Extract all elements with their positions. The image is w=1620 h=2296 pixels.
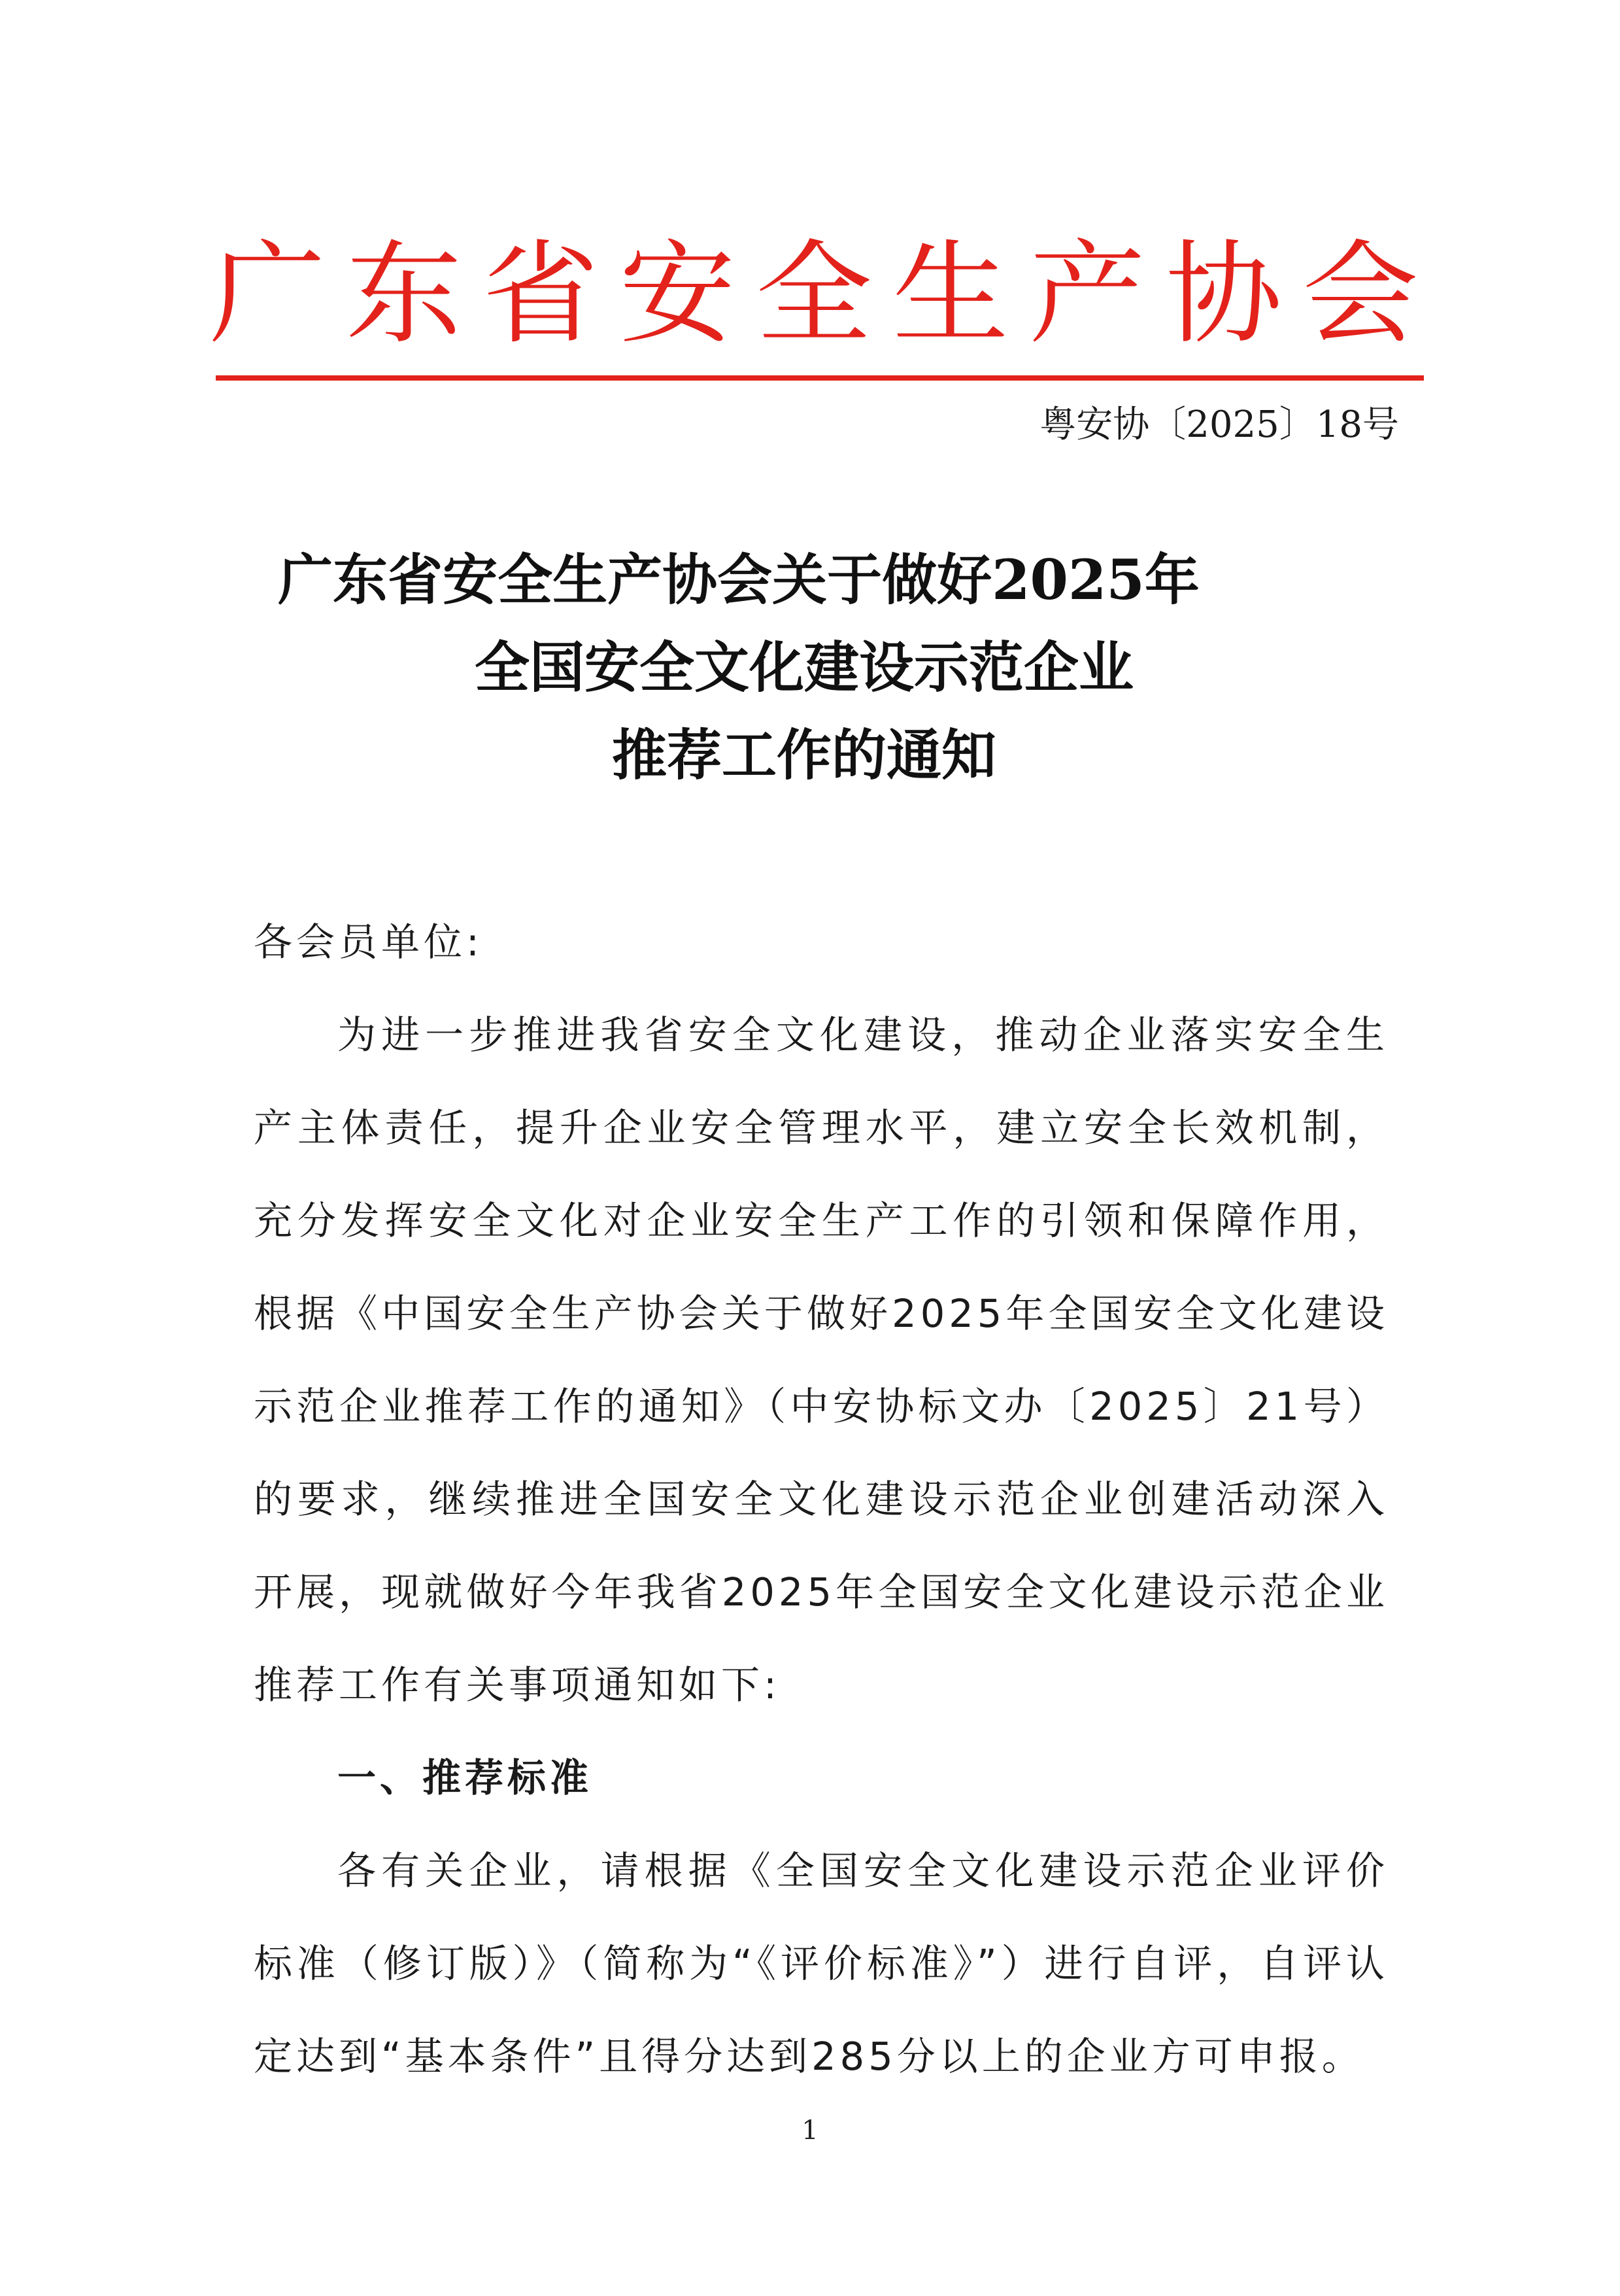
title-line-1: 广东省安全生产协会关于做好2025年 [278,547,1200,612]
org-char: 广 [209,229,326,359]
page-number: 1 [802,2116,818,2146]
org-char: 东 [346,229,462,359]
org-char: 省 [482,229,599,359]
org-char: 协 [1166,229,1282,359]
body-paragraph-intro: 为进一步推进我省安全文化建设，推动企业落实安全生产主体责任，提升企业安全管理水平，建立安全长效机制，充分发挥安全文化对企业安全生产工作的引领和保障作用，根据《中国安全生产协会关于做好2025年全国安全文化建设示范企业推荐工作的通知》（中安协标文办〔2025〕21号）的要求，继续推进全国安全文化建设示范企业创建活动深入开展，现就做好今年我省2025年全国安全文化建设示范企业推荐工作有关事项通知如下: [254,1012,1389,1707]
org-char: 全 [756,229,872,359]
org-char: 安 [619,229,735,359]
section-heading-recommendation-standard: 一、推荐标准 [337,1755,593,1800]
salutation: 各会员单位: [254,919,483,965]
org-char: 产 [1029,229,1145,359]
header-red-divider [216,375,1424,381]
title-line-3: 推荐工作的通知 [611,723,996,787]
issuing-organization-header [209,222,1419,366]
document-number: 粤安协〔2025〕18号 [1039,403,1399,446]
document-title [170,536,1438,799]
title-line-2: 全国安全文化建设示范企业 [474,635,1134,700]
document-body [254,896,1389,2103]
body-paragraph-standard: 各有关企业，请根据《全国安全文化建设示范企业评价标准（修订版）》（简称为“《评价标准》”）进行自评，自评认定达到“基本条件”且得分达到285分以上的企业方可申报。 [254,1848,1389,2079]
org-char: 会 [1302,229,1419,359]
org-char: 生 [892,229,1009,359]
